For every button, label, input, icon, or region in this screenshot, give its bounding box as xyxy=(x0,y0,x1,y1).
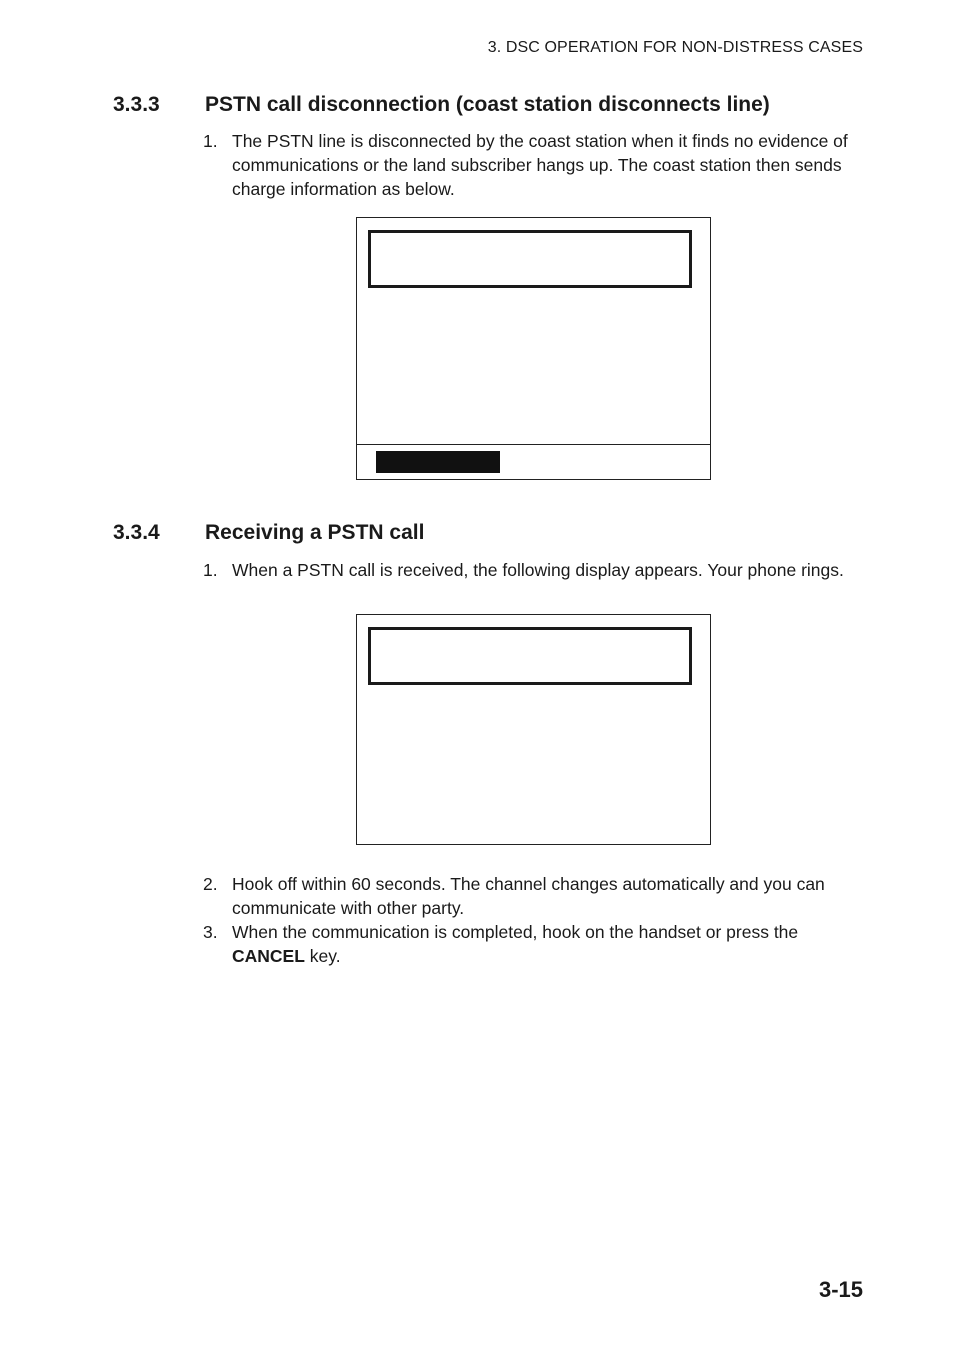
display-divider xyxy=(357,444,710,445)
section-number-334: 3.3.4 xyxy=(113,521,160,544)
step-334-1 xyxy=(203,558,867,582)
step-text-after: key. xyxy=(304,946,341,966)
step-text: When a PSTN call is received, the following display appears. Your phone rings. xyxy=(232,560,844,580)
step-333-1 xyxy=(203,129,867,201)
display-title-box xyxy=(368,627,692,685)
step-number: 3. xyxy=(203,922,218,942)
display-screen-incoming-call xyxy=(356,614,711,845)
step-number: 2. xyxy=(203,874,218,894)
cancel-key-label: CANCEL xyxy=(232,946,305,966)
step-number: 1. xyxy=(203,560,218,580)
page-number: 3-15 xyxy=(818,1277,863,1302)
section-title-333: PSTN call disconnection (coast station disconnects line) xyxy=(205,93,770,116)
display-title-box xyxy=(368,230,692,288)
step-number: 1. xyxy=(203,131,218,151)
step-text-before: When the communication is completed, hook on the handset or press the xyxy=(232,922,799,942)
step-334-2 xyxy=(203,872,867,920)
section-number-333: 3.3.3 xyxy=(113,93,160,116)
running-header: 3. DSC OPERATION FOR NON-DISTRESS CASES xyxy=(487,39,863,56)
step-text: Hook off within 60 seconds. The channel changes automatically and you can communicate with other party. xyxy=(232,874,825,918)
step-text: The PSTN line is disconnected by the coast station when it finds no evidence of communications or the land subscriber hangs up. The coast station then sends charge information as below. xyxy=(232,131,848,199)
section-title-334: Receiving a PSTN call xyxy=(205,521,425,544)
display-softkey-highlight xyxy=(376,451,500,473)
step-text xyxy=(232,920,867,968)
display-screen-charge-info xyxy=(356,217,711,480)
step-334-3 xyxy=(203,920,867,968)
